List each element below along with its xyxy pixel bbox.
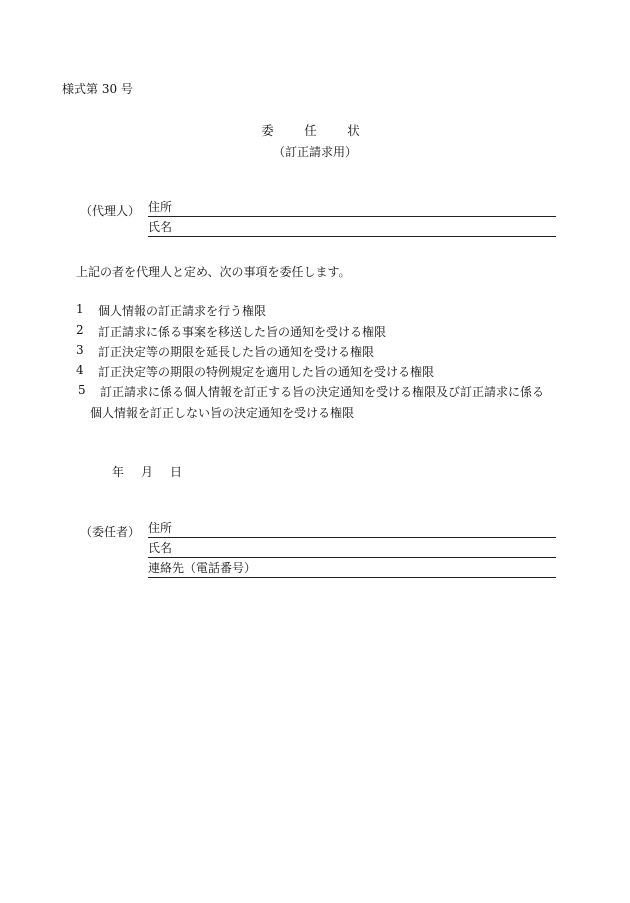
date-month: 月 (141, 465, 154, 479)
agent-name-label: 氏名 (148, 220, 173, 234)
form-number: 様式第 30 号 (62, 82, 133, 96)
intro-text: 上記の者を代理人と定め、次の事項を委任します。 (76, 265, 351, 279)
item-text: 個人情報の訂正請求を行う権限 (98, 304, 267, 318)
principal-address-label: 住所 (148, 521, 173, 535)
principal-name-field[interactable] (148, 539, 556, 558)
item-text: 訂正決定等の期限の特例規定を適用した旨の通知を受ける権限 (98, 365, 435, 379)
item-number: 2 (76, 323, 84, 337)
item-number: 3 (76, 343, 84, 357)
agent-address-label: 住所 (148, 200, 173, 214)
principal-name-label: 氏名 (148, 541, 173, 555)
agent-address-field[interactable] (148, 198, 556, 217)
document-title: 委 任 状 (261, 123, 369, 138)
principal-contact-field[interactable] (148, 559, 556, 578)
principal-address-field[interactable] (148, 519, 556, 538)
item-number: 5 (78, 383, 86, 397)
item-number: 1 (76, 302, 84, 316)
document-subtitle: （訂正請求用） (272, 145, 357, 159)
item-text-continuation: 個人情報を訂正しない旨の決定通知を受ける権限 (90, 406, 355, 420)
item-text: 訂正決定等の期限を延長した旨の通知を受ける権限 (98, 345, 375, 359)
item-text: 訂正請求に係る個人情報を訂正する旨の決定通知を受ける権限及び訂正請求に係る (100, 385, 545, 399)
principal-contact-label: 連絡先（電話番号） (148, 561, 257, 575)
agent-name-field[interactable] (148, 218, 556, 237)
date-day: 日 (170, 465, 183, 479)
item-number: 4 (76, 363, 84, 377)
date-line (112, 463, 199, 480)
date-year: 年 (112, 465, 125, 479)
principal-label: （委任者） (80, 525, 141, 539)
item-text: 訂正請求に係る事案を移送した旨の通知を受ける権限 (98, 325, 387, 339)
agent-label: （代理人） (80, 204, 141, 218)
